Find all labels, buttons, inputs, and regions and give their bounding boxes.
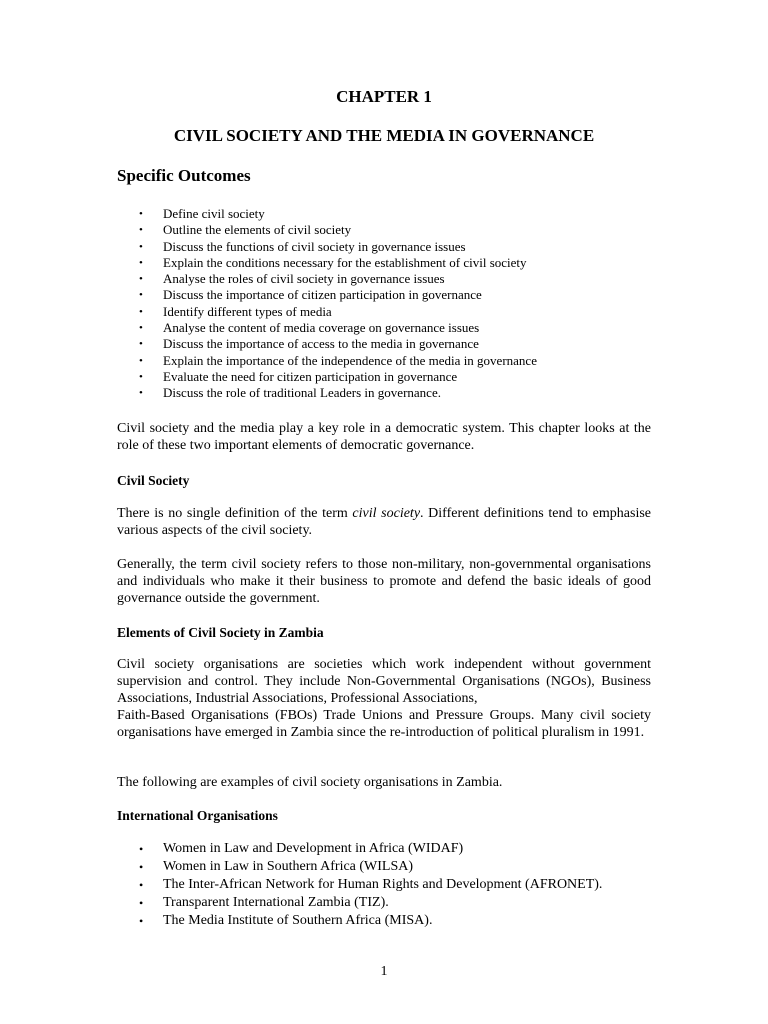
bullet-icon: • xyxy=(139,878,144,892)
bullet-icon: • xyxy=(139,256,143,269)
specific-outcomes-list xyxy=(117,206,537,402)
list-item xyxy=(117,239,537,255)
list-item xyxy=(117,206,537,222)
list-item-text: Discuss the importance of citizen participation in governance xyxy=(163,287,482,303)
list-item xyxy=(117,222,537,238)
definition-text-end: . Different definitions tend to emphasise various aspects of the civil society. xyxy=(117,506,651,538)
bullet-icon: • xyxy=(139,338,143,351)
list-item xyxy=(117,858,602,876)
list-item-text: Discuss the role of traditional Leaders in governance. xyxy=(163,385,441,401)
list-item-text: Evaluate the need for citizen participation in governance xyxy=(163,368,458,384)
list-item-text: Women in Law in Southern Africa (WILSA) xyxy=(163,859,414,874)
bullet-icon: • xyxy=(139,289,143,302)
civil-society-general-paragraph: Generally, the term civil society refers to those non-military, non-governmental organisations and individuals who make it their business to promote and defend the basic ideals of good governance outside the government. xyxy=(117,557,651,606)
definition-text-start: There is no single definition of the term xyxy=(117,506,353,521)
elements-paragraph-part2: Faith-Based Organisations (FBOs) Trade Unions and Pressure Groups. Many civil society organisations have emerged in Zambia since the re-introduction of political pluralism in 1991. xyxy=(117,708,651,740)
bullet-icon: • xyxy=(139,370,143,383)
list-item xyxy=(117,840,602,858)
chapter-heading: CHAPTER 1 xyxy=(336,87,432,106)
list-item xyxy=(117,304,537,320)
list-item-text: Analyse the content of media coverage on governance issues xyxy=(163,320,480,336)
bullet-icon: • xyxy=(139,273,143,286)
list-item xyxy=(117,271,537,287)
bullet-icon: • xyxy=(139,305,143,318)
bullet-icon: • xyxy=(139,896,144,910)
bullet-icon: • xyxy=(139,354,143,367)
bullet-icon: • xyxy=(139,914,144,928)
list-item xyxy=(117,369,537,385)
list-item-text: Identify different types of media xyxy=(163,303,332,319)
bullet-icon: • xyxy=(139,860,144,874)
list-item xyxy=(117,320,537,336)
list-item xyxy=(117,385,537,401)
international-organisations-list xyxy=(117,840,602,930)
list-item-text: Explain the importance of the independence of the media in governance xyxy=(163,352,537,368)
list-item-text: Outline the elements of civil society xyxy=(163,222,352,238)
bullet-icon: • xyxy=(139,322,143,335)
intro-paragraph: Civil society and the media play a key role in a democratic system. This chapter looks at the role of these two important elements of democratic governance. xyxy=(117,421,651,453)
elements-paragraph xyxy=(117,656,651,741)
list-item-text: Women in Law and Development in Africa (WIDAF) xyxy=(163,841,464,856)
list-item xyxy=(117,255,537,271)
list-item xyxy=(117,876,602,894)
examples-intro-paragraph: The following are examples of civil society organisations in Zambia. xyxy=(117,775,503,790)
list-item-text: Define civil society xyxy=(163,206,265,221)
specific-outcomes-heading: Specific Outcomes xyxy=(117,166,251,185)
elements-paragraph-part1: Civil society organisations are societies which work independent without government supervision and control. They include Non-Governmental Organisations (NGOs), Business Associations, Industrial Associations, Professional Associations, xyxy=(117,657,651,706)
list-item-text: Explain the conditions necessary for the establishment of civil society xyxy=(163,254,527,270)
list-item xyxy=(117,894,602,912)
list-item-text: The Media Institute of Southern Africa (MISA). xyxy=(163,913,433,928)
chapter-title: CIVIL SOCIETY AND THE MEDIA IN GOVERNANCE xyxy=(173,126,595,145)
list-item xyxy=(117,336,537,352)
page-number: 1 xyxy=(380,964,388,979)
list-item-text: Discuss the importance of access to the media in governance xyxy=(163,336,479,352)
list-item-text: Discuss the functions of civil society in governance issues xyxy=(163,238,466,254)
bullet-icon: • xyxy=(139,387,143,400)
civil-society-heading: Civil Society xyxy=(117,473,190,488)
list-item xyxy=(117,287,537,303)
civil-society-definition-paragraph xyxy=(117,505,651,539)
list-item-text: Analyse the roles of civil society in governance issues xyxy=(163,271,445,287)
bullet-icon: • xyxy=(139,842,144,856)
list-item-text: The Inter-African Network for Human Rights and Development (AFRONET). xyxy=(163,877,603,892)
elements-heading: Elements of Civil Society in Zambia xyxy=(117,625,324,640)
list-item-text: Transparent International Zambia (TIZ). xyxy=(163,895,389,910)
definition-term: civil society xyxy=(352,506,421,521)
list-item xyxy=(117,353,537,369)
list-item xyxy=(117,912,602,930)
bullet-icon: • xyxy=(139,240,143,253)
bullet-icon: • xyxy=(139,208,143,220)
bullet-icon: • xyxy=(139,224,143,237)
international-organisations-heading: International Organisations xyxy=(117,808,278,823)
